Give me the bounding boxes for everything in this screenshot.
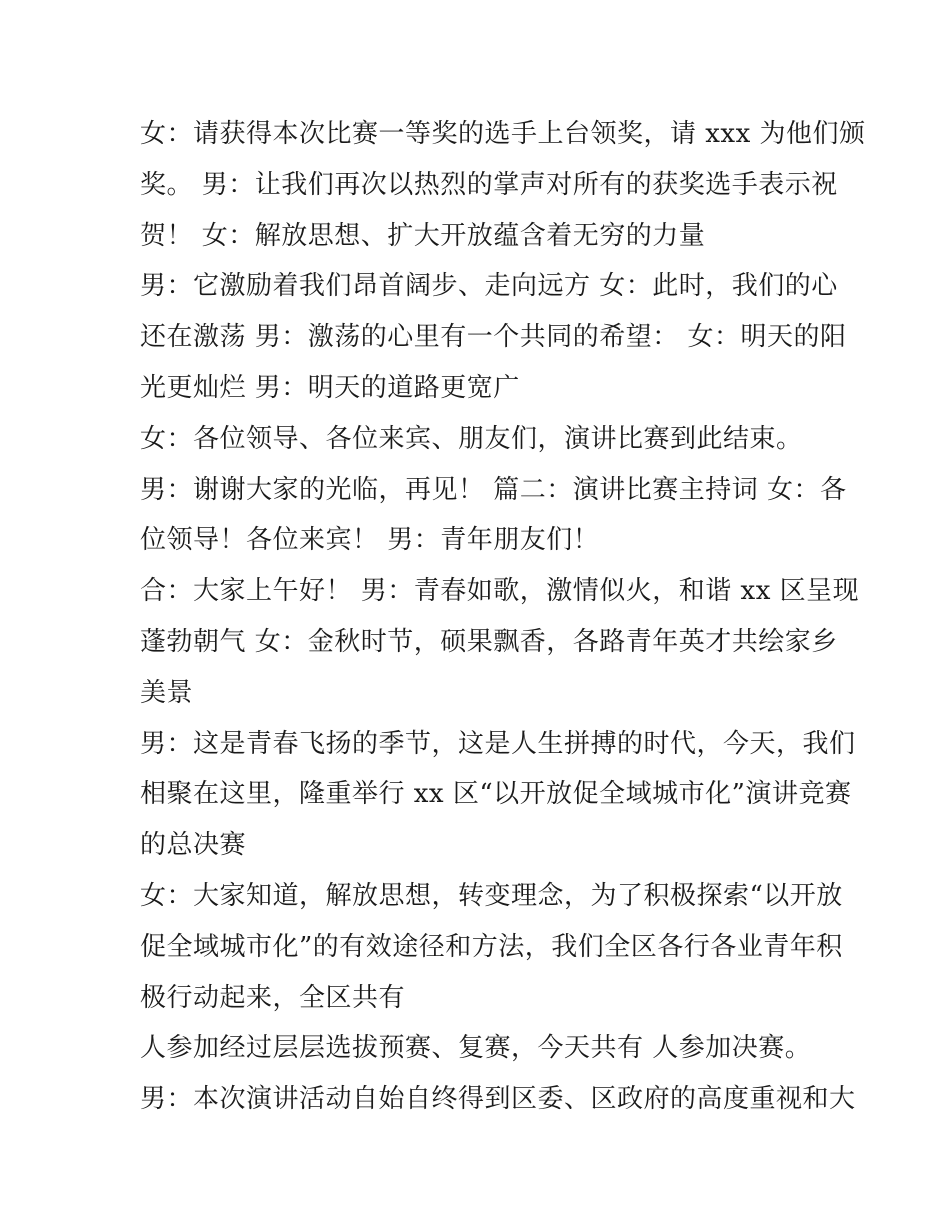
text-line: 女：请获得本次比赛一等奖的选手上台领奖，请 xxx 为他们颁 [140, 119, 866, 149]
text-line: 光更灿烂 男：明天的道路更宽广 [140, 372, 520, 403]
text-line: 极行动起来，全区共有 [140, 982, 406, 1013]
text-line: 位领导！各位来宾！ 男：青年朋友们！ [140, 525, 600, 556]
text-line: 的总决赛 [140, 830, 247, 861]
text-line: 奖。 男：让我们再次以热烈的掌声对所有的获奖选手表示祝 [140, 169, 838, 200]
text-line: 还在激荡 男：激荡的心里有一个共同的希望： 女：明天的阳 [140, 322, 847, 353]
text-line: 男：它激励着我们昂首阔步、走向远方 女：此时，我们的心 [140, 271, 838, 302]
text-line: 女：各位领导、各位来宾、朋友们，演讲比赛到此结束。 [140, 423, 803, 454]
text-line: 男：这是青春飞扬的季节，这是人生拼搏的时代，今天，我们 [140, 728, 856, 759]
text-line: 人参加经过层层选拔预赛、复赛，今天共有 人参加决赛。 [140, 1033, 812, 1064]
text-line: 男：谢谢大家的光临，再见！ 篇二：演讲比赛主持词 女：各 [140, 474, 847, 505]
text-line: 男：本次演讲活动自始自终得到区委、区政府的高度重视和大 [140, 1084, 856, 1115]
text-line: 美景 [140, 677, 194, 708]
text-line: 相聚在这里，隆重举行 xx 区“以开放促全域城市化”演讲竞赛 [140, 779, 852, 810]
text-line: 贺！ 女：解放思想、扩大开放蕴含着无穷的力量 [140, 220, 706, 251]
text-line: 女：大家知道，解放思想，转变理念，为了积极探索“以开放 [140, 880, 843, 911]
text-line: 蓬勃朝气 女：金秋时节，硕果飘香，各路青年英才共绘家乡 [140, 626, 838, 657]
document-body [140, 109, 866, 1125]
text-line: 促全域城市化”的有效途径和方法，我们全区各行各业青年积 [140, 931, 843, 962]
text-line: 合：大家上午好！ 男：青春如歌，激情似火，和谐 xx 区呈现 [140, 576, 860, 607]
